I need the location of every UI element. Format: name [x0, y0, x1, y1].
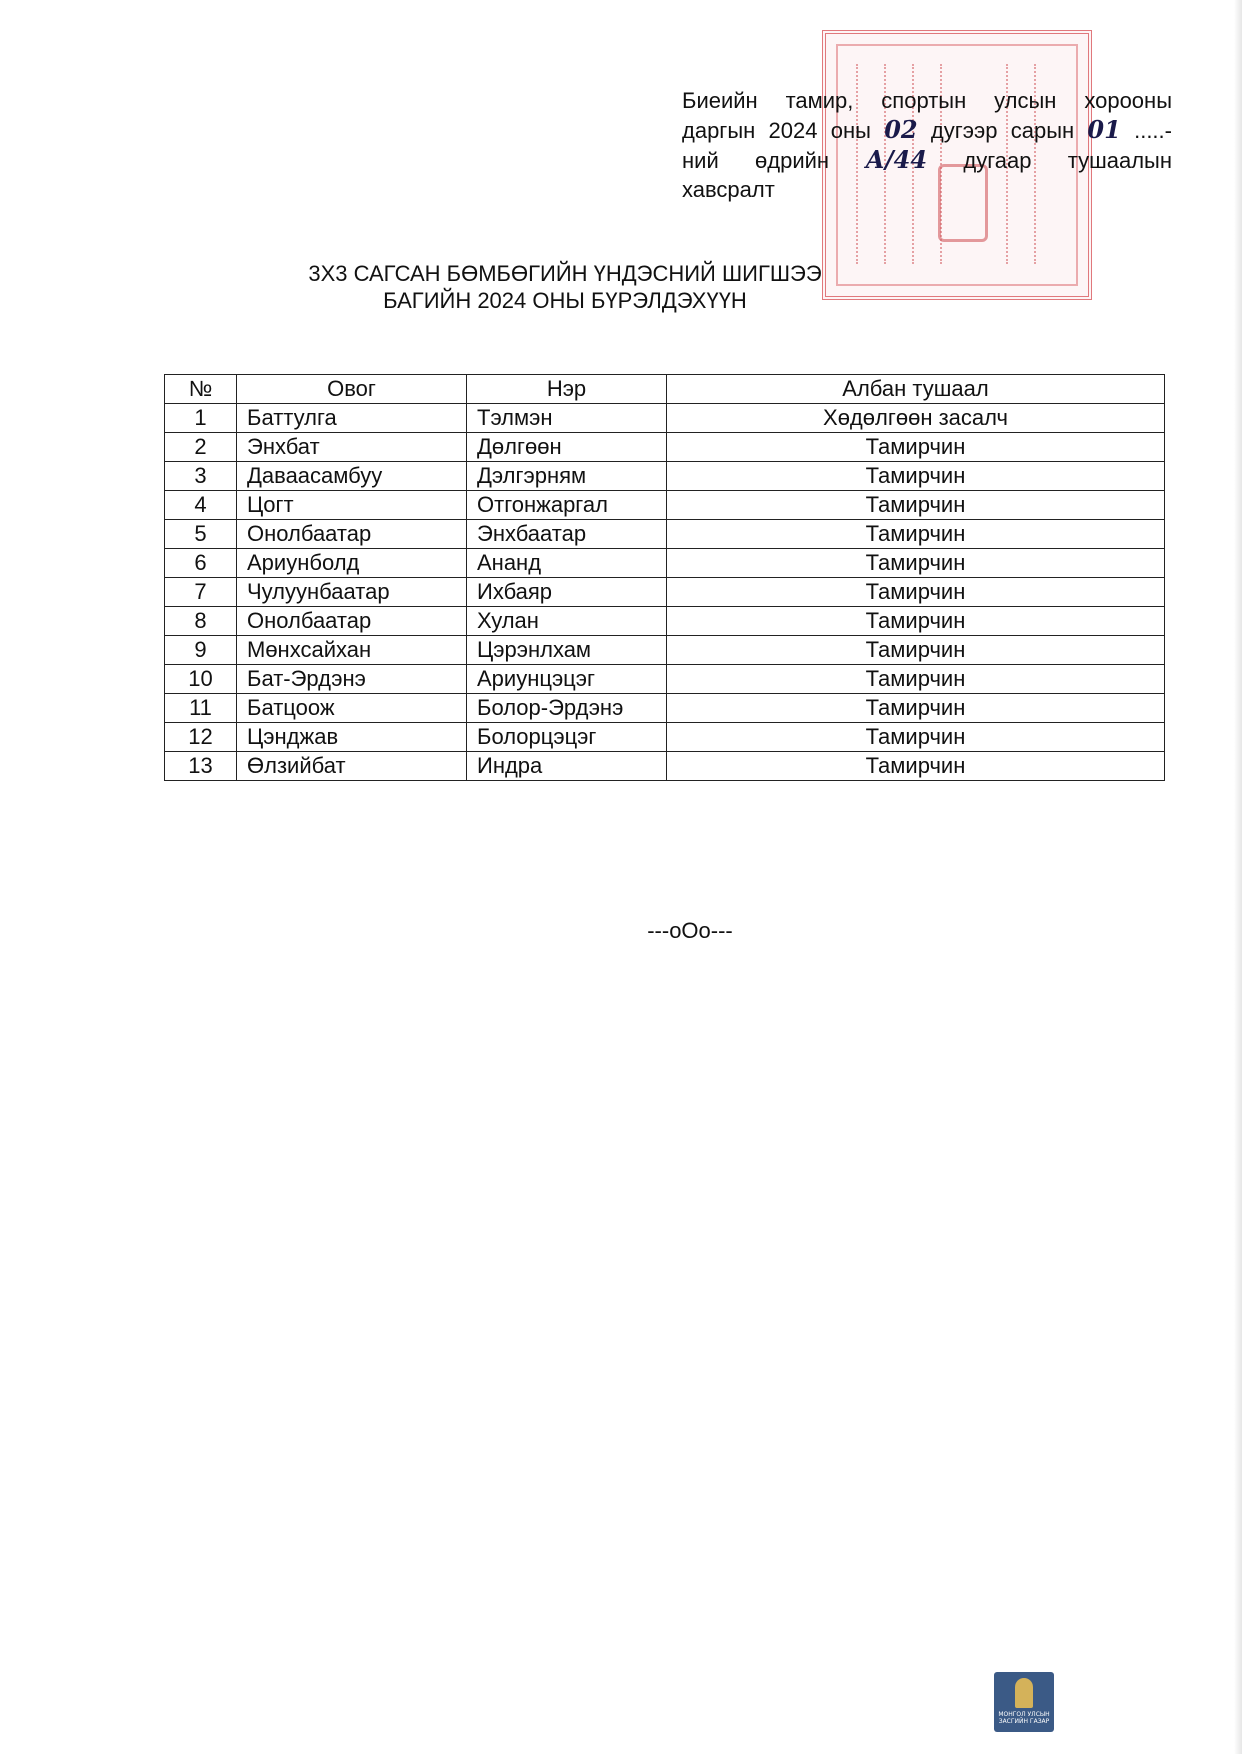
cell-name: Индра: [467, 752, 667, 781]
cell-number: 5: [165, 520, 237, 549]
handwritten-month: 02: [884, 115, 918, 144]
cell-name: Дэлгэрням: [467, 462, 667, 491]
note-line-4: хавсралт: [682, 177, 775, 202]
cell-surname: Чулуунбаатар: [237, 578, 467, 607]
cell-name: Ананд: [467, 549, 667, 578]
cell-position: Тамирчин: [667, 520, 1165, 549]
title-line-1: 3Х3 САГСАН БӨМБӨГИЙН ҮНДЭСНИЙ ШИГШЭЭ: [308, 261, 822, 286]
cell-surname: Энхбат: [237, 433, 467, 462]
cell-position: Хөдөлгөөн засалч: [667, 404, 1165, 433]
roster-table-wrap: [164, 374, 1164, 781]
cell-position: Тамирчин: [667, 723, 1165, 752]
cell-surname: Мөнхсайхан: [237, 636, 467, 665]
cell-number: 4: [165, 491, 237, 520]
table-row: [165, 520, 1165, 549]
title-line-2: БАГИЙН 2024 ОНЫ БҮРЭЛДЭХҮҮН: [383, 288, 747, 313]
cell-name: Хулан: [467, 607, 667, 636]
cell-number: 6: [165, 549, 237, 578]
cell-number: 8: [165, 607, 237, 636]
cell-number: 12: [165, 723, 237, 752]
cell-surname: Даваасамбуу: [237, 462, 467, 491]
cell-number: 13: [165, 752, 237, 781]
note-line-1: Биеийн тамир, спортын улсын хорооны: [682, 88, 1172, 113]
cell-number: 3: [165, 462, 237, 491]
header-number: №: [165, 375, 237, 404]
cell-surname: Өлзийбат: [237, 752, 467, 781]
cell-position: Тамирчин: [667, 636, 1165, 665]
cell-position: Тамирчин: [667, 752, 1165, 781]
cell-number: 11: [165, 694, 237, 723]
table-row: [165, 404, 1165, 433]
roster-table: [164, 374, 1165, 781]
end-of-document-mark: ---oOo---: [647, 918, 733, 943]
cell-number: 1: [165, 404, 237, 433]
cell-name: Энхбаатар: [467, 520, 667, 549]
handwritten-order-number: А/44: [865, 145, 928, 174]
cell-position: Тамирчин: [667, 549, 1165, 578]
table-row: [165, 694, 1165, 723]
table-row: [165, 491, 1165, 520]
cell-name: Отгонжаргал: [467, 491, 667, 520]
cell-position: Тамирчин: [667, 578, 1165, 607]
cell-surname: Цэнджав: [237, 723, 467, 752]
cell-surname: Батцоож: [237, 694, 467, 723]
table-row: [165, 752, 1165, 781]
cell-position: Тамирчин: [667, 491, 1165, 520]
table-header-row: [165, 375, 1165, 404]
note-line-3: ний өдрийн А/44 дугаар тушаалын: [682, 145, 1172, 174]
cell-surname: Онолбаатар: [237, 520, 467, 549]
cell-surname: Баттулга: [237, 404, 467, 433]
cell-name: Ихбаяр: [467, 578, 667, 607]
table-row: [165, 723, 1165, 752]
cell-number: 9: [165, 636, 237, 665]
cell-surname: Цогт: [237, 491, 467, 520]
logo-caption: МОНГОЛ УЛСЫН ЗАСГИЙН ГАЗАР: [998, 1711, 1050, 1725]
cell-number: 7: [165, 578, 237, 607]
header-position: Албан тушаал: [667, 375, 1165, 404]
cell-surname: Бат-Эрдэнэ: [237, 665, 467, 694]
table-row: [165, 549, 1165, 578]
table-row: [165, 578, 1165, 607]
page-edge: [1234, 0, 1242, 1754]
cell-number: 2: [165, 433, 237, 462]
table-row: [165, 433, 1165, 462]
cell-name: Ариунцэцэг: [467, 665, 667, 694]
table-row: [165, 607, 1165, 636]
document-title: [300, 260, 830, 314]
header-name: Нэр: [467, 375, 667, 404]
table-row: [165, 665, 1165, 694]
cell-position: Тамирчин: [667, 665, 1165, 694]
cell-position: Тамирчин: [667, 694, 1165, 723]
cell-position: Тамирчин: [667, 433, 1165, 462]
government-logo: [994, 1672, 1054, 1732]
cell-position: Тамирчин: [667, 607, 1165, 636]
header-surname: Овог: [237, 375, 467, 404]
note-line-2: даргын 2024 оны 02 дугээр сарын 01 .....-: [682, 115, 1172, 144]
cell-name: Цэрэнлхам: [467, 636, 667, 665]
table-row: [165, 636, 1165, 665]
cell-name: Дөлгөөн: [467, 433, 667, 462]
cell-name: Болор-Эрдэнэ: [467, 694, 667, 723]
table-row: [165, 462, 1165, 491]
attachment-note: [682, 86, 1172, 204]
cell-number: 10: [165, 665, 237, 694]
cell-name: Болорцэцэг: [467, 723, 667, 752]
cell-name: Тэлмэн: [467, 404, 667, 433]
cell-position: Тамирчин: [667, 462, 1165, 491]
cell-surname: Ариунболд: [237, 549, 467, 578]
cell-surname: Онолбаатар: [237, 607, 467, 636]
soyombo-icon: [1015, 1678, 1033, 1708]
handwritten-day: 01: [1087, 115, 1121, 144]
